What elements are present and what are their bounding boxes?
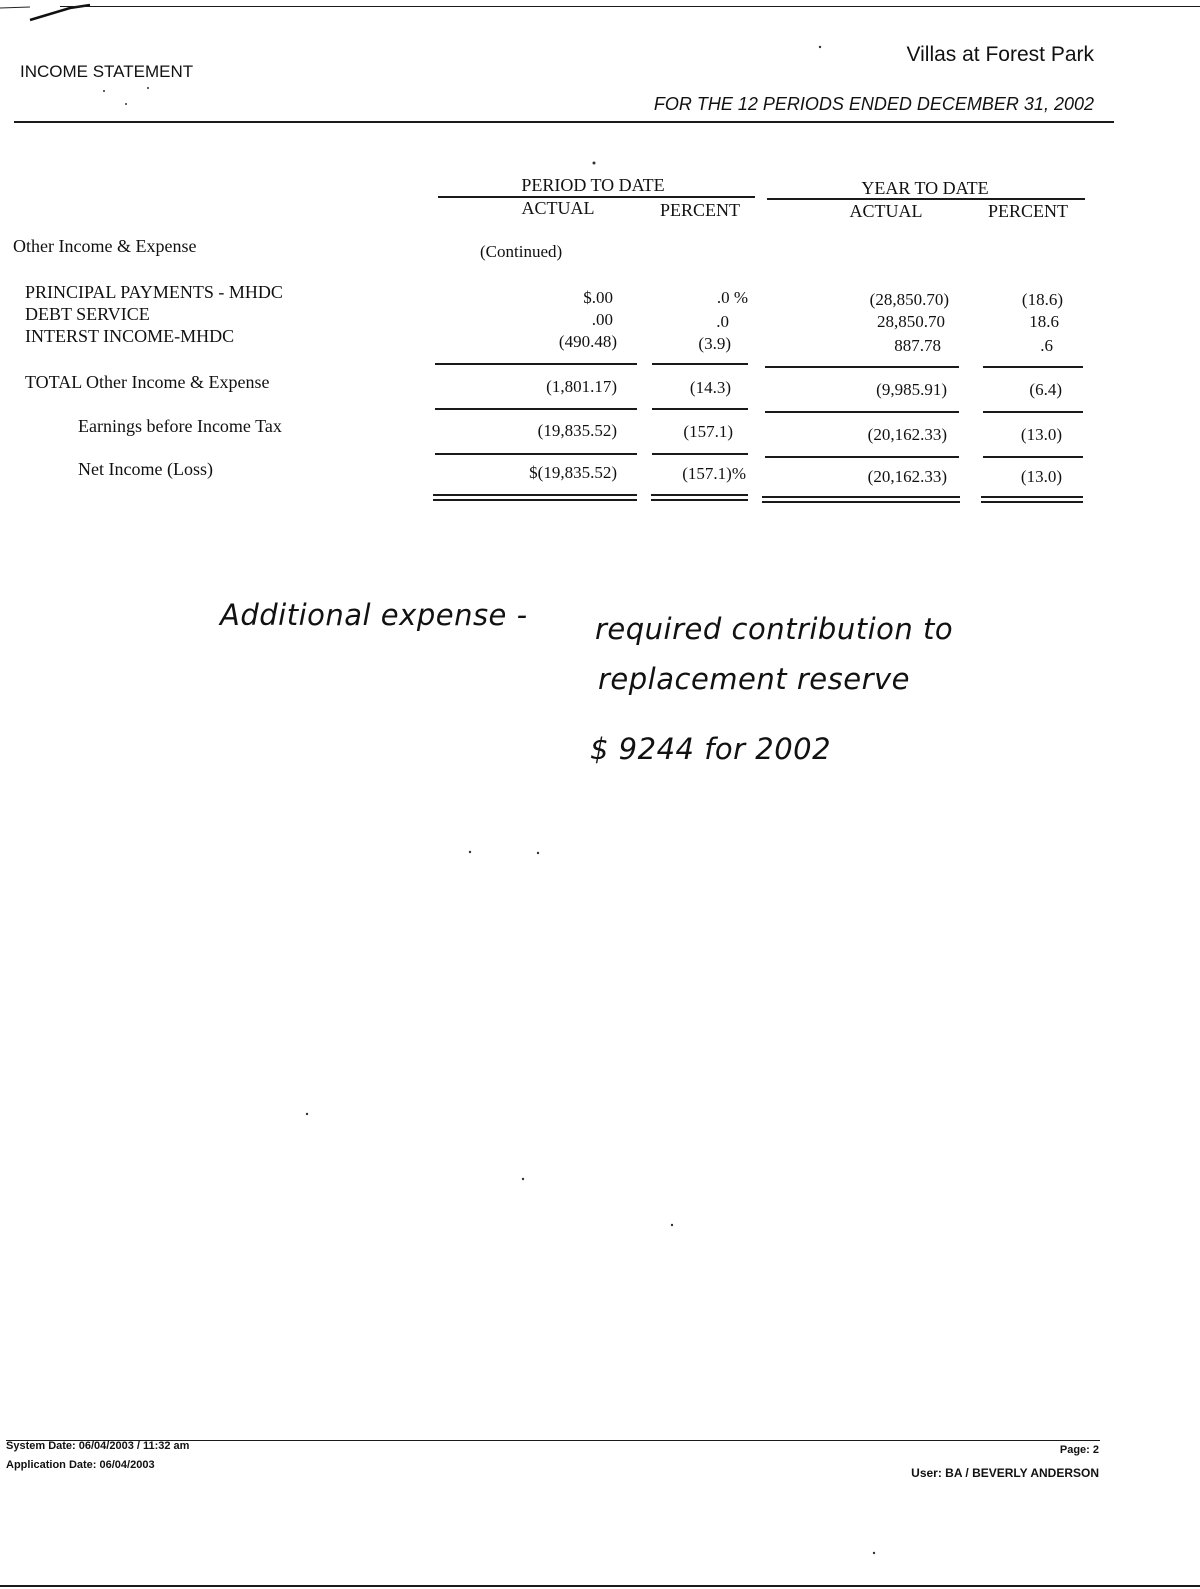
ptd-actual-value: (19,835.52) (537, 421, 617, 440)
row-label: PRINCIPAL PAYMENTS - MHDC (25, 282, 283, 302)
page-number: Page: 2 (1059, 1444, 1099, 1456)
ptd-actual-value: (490.48) (558, 332, 617, 351)
ptd-percent-value: (157.1)% (682, 464, 746, 483)
ptd-actual-value: (1,801.17) (546, 377, 617, 396)
ptd-percent-value: (3.9) (698, 334, 731, 353)
company-name: Villas at Forest Park (906, 43, 1094, 66)
ytd-actual-value: 887.78 (894, 336, 941, 355)
ptd-actual-value: $.00 (583, 288, 613, 307)
ytd-actual-value: (20,162.33) (867, 425, 947, 444)
ptd-percent-value: .0 (716, 312, 729, 331)
continued-label: (Continued) (480, 242, 563, 261)
ytd-percent-value: 18.6 (1029, 312, 1059, 331)
row-label: Net Income (Loss) (78, 459, 213, 479)
row-label: Earnings before Income Tax (78, 416, 282, 436)
ptd-percent-value: .0 % (716, 288, 748, 307)
ptd-actual-header: ACTUAL (521, 198, 595, 218)
ytd-actual-value: (28,850.70) (869, 290, 949, 309)
ytd-percent-value: (13.0) (1020, 425, 1062, 444)
ptd-actual-value: .00 (591, 310, 613, 329)
system-date: System Date: 06/04/2003 / 11:32 am (6, 1440, 190, 1452)
report-period: FOR THE 12 PERIODS ENDED DECEMBER 31, 2002 (653, 94, 1094, 114)
row-label: DEBT SERVICE (25, 304, 150, 324)
ptd-percent-value: (157.1) (683, 422, 733, 441)
ytd-actual-value: 28,850.70 (877, 312, 945, 331)
handwritten-line-1b: required contribution to (595, 612, 954, 646)
application-date: Application Date: 06/04/2003 (6, 1459, 155, 1471)
ptd-actual-value: $(19,835.52) (529, 463, 617, 482)
handwritten-line-3: $ 9244 for 2002 (590, 732, 832, 766)
section-label: Other Income & Expense (13, 236, 197, 256)
period-to-date-header: PERIOD TO DATE (521, 175, 665, 195)
row-label: INTERST INCOME-MHDC (25, 326, 235, 346)
row-label: TOTAL Other Income & Expense (25, 372, 270, 392)
ytd-actual-header: ACTUAL (849, 201, 923, 221)
ytd-percent-value: .6 (1040, 336, 1053, 355)
ytd-percent-header: PERCENT (987, 201, 1068, 221)
ytd-percent-value: (13.0) (1020, 467, 1062, 486)
ptd-percent-value: (14.3) (689, 378, 731, 397)
handwritten-line-1a: Additional expense - (220, 598, 528, 632)
bottom-edge-line (0, 1585, 1200, 1587)
ytd-percent-value: (6.4) (1029, 380, 1062, 399)
ytd-percent-value: (18.6) (1021, 290, 1063, 309)
ytd-actual-value: (20,162.33) (867, 467, 947, 486)
user-name: User: BA / BEVERLY ANDERSON (911, 1466, 1099, 1480)
year-to-date-header: YEAR TO DATE (861, 178, 989, 198)
handwritten-line-2: replacement reserve (598, 662, 910, 696)
ytd-actual-value: (9,985.91) (876, 380, 947, 399)
document-title: INCOME STATEMENT (20, 62, 194, 81)
ptd-percent-header: PERCENT (659, 200, 740, 220)
